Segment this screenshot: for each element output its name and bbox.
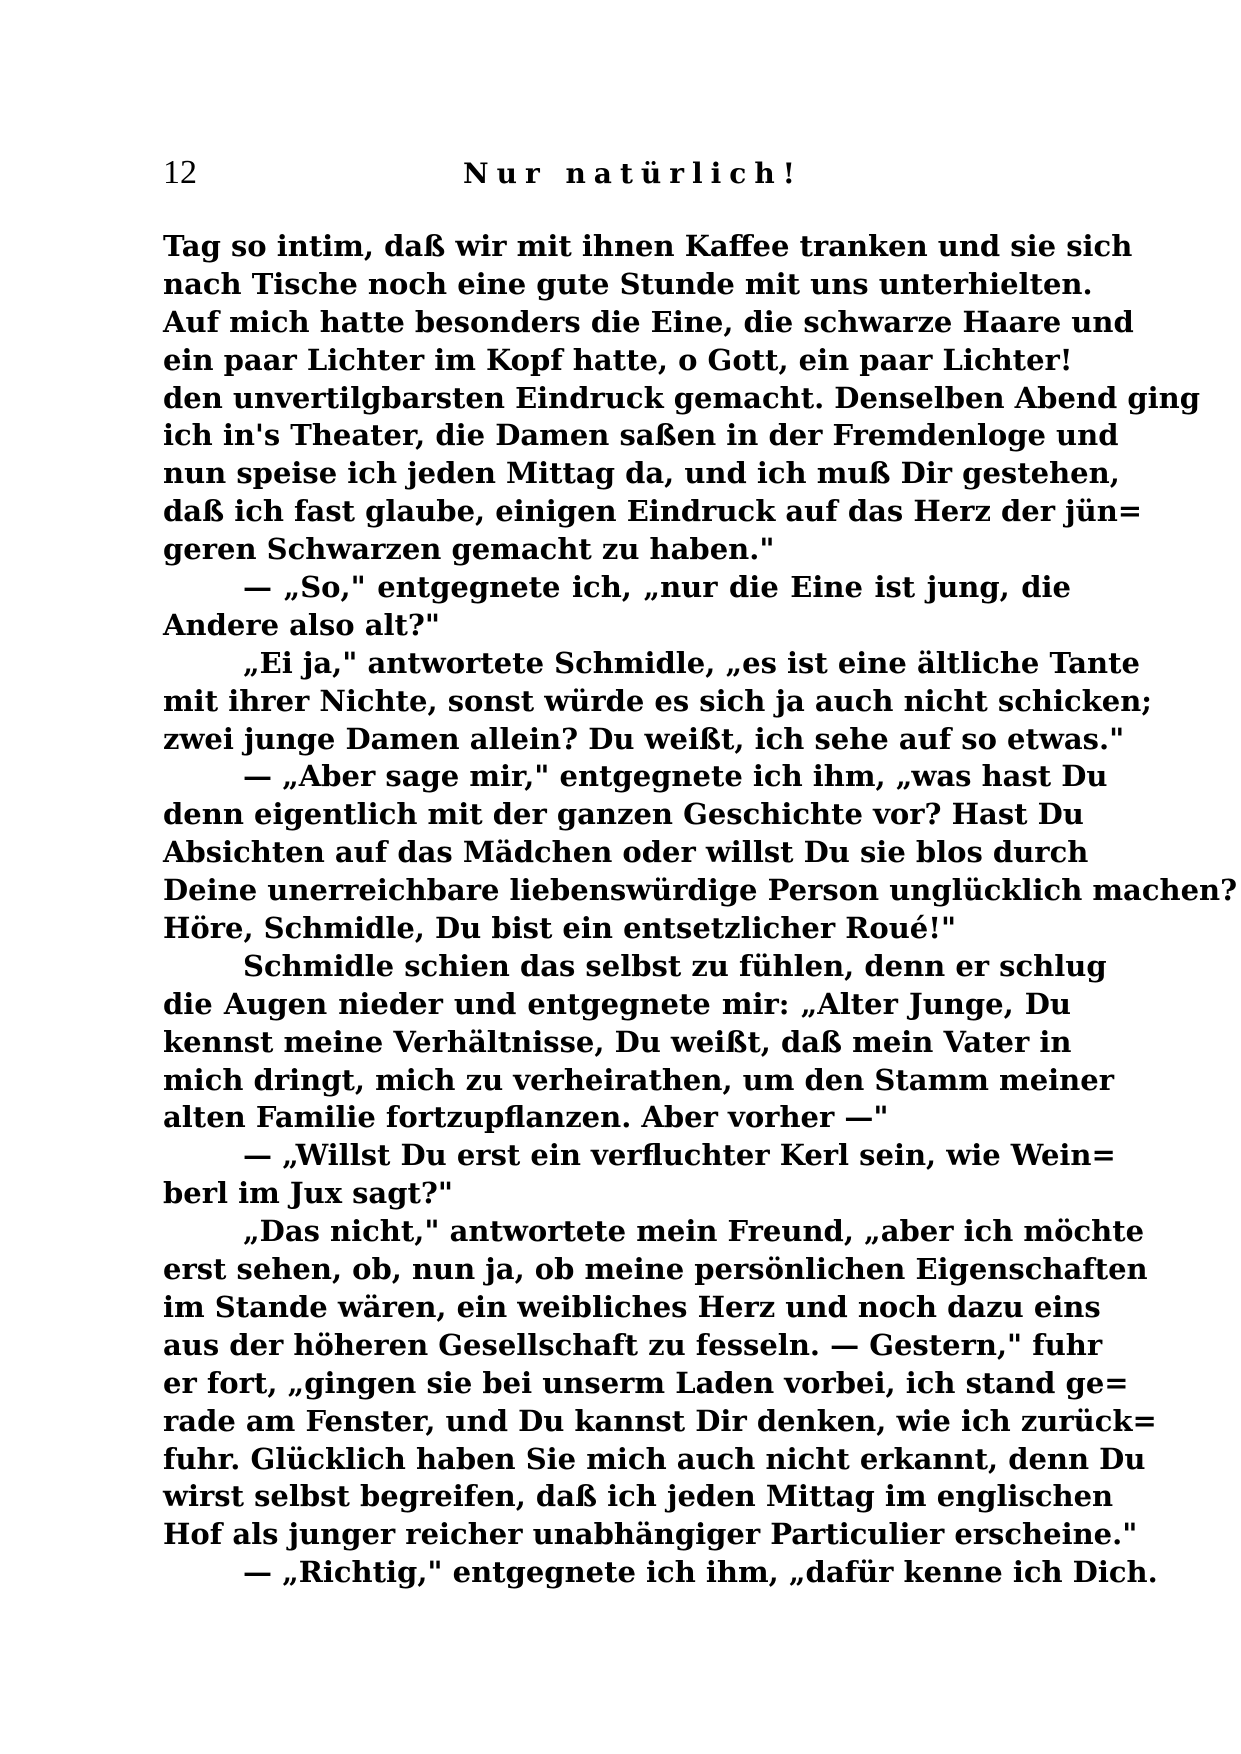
text-line: — „Aber sage mir," entgegnete ich ihm, „was hast Du [243,759,1108,794]
text-line: alten Familie fortzupflanzen. Aber vorher —" [163,1100,889,1135]
text-line: geren Schwarzen gemacht zu haben." [163,532,775,567]
text-line: nach Tische noch eine gute Stunde mit uns unterhielten. [163,266,1093,301]
text-line: den unvertilgbarsten Eindruck gemacht. Denselben Abend ging [163,380,1201,415]
text-line: er fort, „gingen sie bei unserm Laden vorbei, ich stand ge= [163,1365,1129,1400]
text-line: zwei junge Damen allein? Du weißt, ich sehe auf so etwas." [163,721,1125,756]
running-title: Nur natürlich! [463,157,803,190]
text-line: Deine unerreichbare liebenswürdige Person unglücklich machen? [163,873,1238,908]
text-line: Absichten auf das Mädchen oder willst Du sie blos durch [163,835,1089,870]
text-line: berl im Jux sagt?" [163,1176,453,1211]
text-line: Tag so intim, daß wir mit ihnen Kaffee tranken und sie sich [163,229,1133,263]
text-line: im Stande wären, ein weibliches Herz und noch dazu eins [163,1289,1101,1324]
text-line: fuhr. Glücklich haben Sie mich auch nicht erkannt, denn Du [163,1441,1146,1476]
text-line: Auf mich hatte besonders die Eine, die schwarze Haare und [163,304,1134,339]
text-line: die Augen nieder und entgegnete mir: „Alter Junge, Du [163,986,1071,1021]
text-line: Schmidle schien das selbst zu fühlen, denn er schlug [243,948,1107,983]
text-line: nun speise ich jeden Mittag da, und ich muß Dir gestehen, [163,456,1120,491]
text-line: mit ihrer Nichte, sonst würde es sich ja auch nicht schicken; [163,683,1152,718]
text-line: — „Richtig," entgegnete ich ihm, „dafür kenne ich Dich. [243,1555,1158,1590]
text-line: — „So," entgegnete ich, „nur die Eine ist jung, die [243,570,1071,605]
page-number: 12 [163,154,197,191]
text-line: „Das nicht," antwortete mein Freund, „aber ich möchte [243,1214,1145,1249]
text-line: ein paar Lichter im Kopf hatte, o Gott, ein paar Lichter! [163,342,1073,377]
text-line: erst sehen, ob, nun ja, ob meine persönlichen Eigenschaften [163,1252,1148,1287]
page-header [163,153,1071,203]
body-text [163,228,1238,1592]
text-line: aus der höheren Gesellschaft zu fesseln. — Gestern," fuhr [163,1327,1103,1362]
text-line: — „Willst Du erst ein verfluchter Kerl sein, wie Wein= [243,1138,1116,1173]
text-line: mich dringt, mich zu verheirathen, um den Stamm meiner [163,1062,1114,1097]
text-line: kennst meine Verhältnisse, Du weißt, daß mein Vater in [163,1024,1072,1059]
text-line: Andere also alt?" [163,607,441,642]
text-line: wirst selbst begreifen, daß ich jeden Mittag im englischen [163,1479,1114,1514]
text-line: daß ich fast glaube, einigen Eindruck auf das Herz der jün= [163,494,1143,529]
text-line: Höre, Schmidle, Du bist ein entsetzlicher Roué!" [163,911,957,946]
text-line: ich in's Theater, die Damen saßen in der Fremdenloge und [163,418,1119,453]
text-line: denn eigentlich mit der ganzen Geschichte vor? Hast Du [163,797,1084,832]
text-line: Hof als junger reicher unabhängiger Particulier erscheine." [163,1517,1138,1552]
text-line: „Ei ja," antwortete Schmidle, „es ist eine ältliche Tante [243,645,1140,680]
text-line: rade am Fenster, und Du kannst Dir denken, wie ich zurück= [163,1403,1157,1438]
